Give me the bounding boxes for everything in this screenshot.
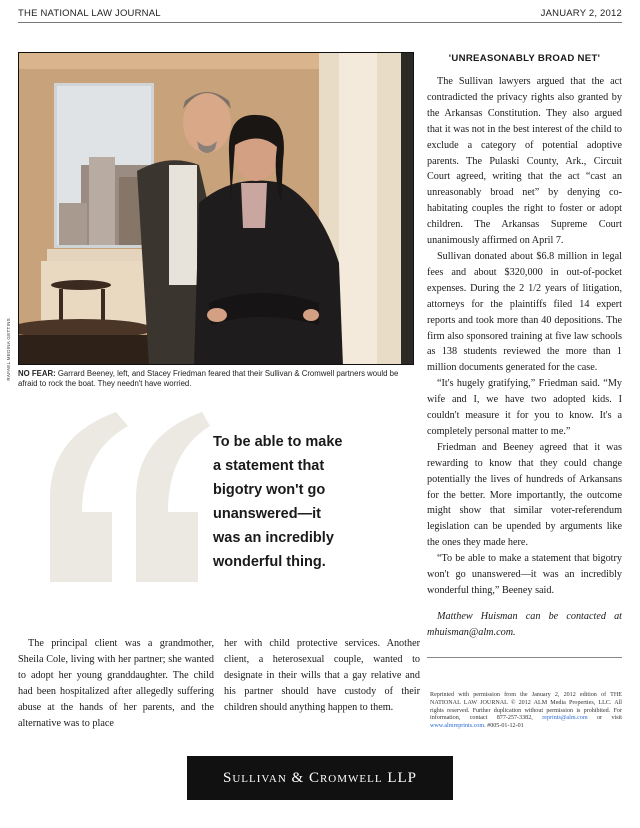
reprint-code: . #005-01-12-01 xyxy=(484,723,524,730)
article-photo xyxy=(18,52,414,365)
article-paragraph: The principal client was a grandmother, Sheila Cole, living with her partner; she wanted to adopt her young granddaughter. The child had been hospitalized after allegedly suffering abuse at the hands of her parents, and the alternative was to place xyxy=(18,638,214,729)
pull-quote-line: wonderful thing. xyxy=(213,554,326,570)
pull-quote-line: bigotry won't go xyxy=(213,482,326,498)
pull-quote-line: was an incredibly xyxy=(213,530,334,546)
pull-quote-line: a statement that xyxy=(213,458,325,474)
publication-name: THE NATIONAL LAW JOURNAL xyxy=(18,8,161,19)
pull-quote xyxy=(213,430,373,574)
article-paragraph: Friedman and Beeney agreed that it was rewarding to know that they could change potentially the lives of hundreds of Arkansans for the better. More importantly, the outcome might show that similar voter-referendum legislation can be upended by arguments like the ones they made here. xyxy=(427,441,622,549)
article-paragraph: The Sullivan lawyers argued that the act contradicted the privacy rights also granted by the Arkansas Constitution. They also argued that it was not in the best interest of the child to exclude a category of potential adoptive parents. The Pulaski County, Ark., Circuit Court agreed, writing that the act “cast an unreasonably broad net” by denying co-habitating couples the right to foster or adopt children. The Arkansas Supreme Court unanimously affirmed on April 7. xyxy=(427,76,622,247)
article-paragraph: Sullivan donated about $6.8 million in legal fees and about $320,000 in out-of-pocket expenses. During the 2 1/2 years of litigation, attorneys for the plaintiffs filed 14 expert reports and took more than 40 depositions. The firm also sponsored training at five law schools as 138 students reviewed the more than 1 million documents generated for the case. xyxy=(427,250,622,374)
photo-caption xyxy=(18,369,414,389)
article-paragraph: “It's hugely gratifying,” Friedman said. “My wife and I, we have two adopted kids. I couldn't measure it for you to know. It's a completely personal matter to me.” xyxy=(427,378,622,437)
photo-illustration xyxy=(19,53,414,365)
caption-text: Garrard Beeney, left, and Stacey Friedman feared that their Sullivan & Cromwell partners would be afraid to rock the boat. They needn't have worried. xyxy=(18,369,399,388)
author-contact: Matthew Huisman can be contacted at mhuisman@alm.com. xyxy=(427,610,622,638)
reprint-mid: or visit xyxy=(587,715,623,722)
pull-quote-line: unanswered—it xyxy=(213,506,321,522)
reprint-text: Reprinted with permission from the January 2, 2012 edition of THE NATIONAL LAW JOURNAL © 2012 ALM Media Properties, LLC. All rights reserved. Further duplication without permission is prohibited. For information, contact 877-257-3382, xyxy=(430,692,622,722)
article-paragraph: “To be able to make a statement that bigotry won't go unanswered—it was an incredibly wonderful thing,” Beeney said. xyxy=(427,553,622,596)
reprint-site-link[interactable]: www.almreprints.com xyxy=(430,723,485,730)
header-rule xyxy=(18,22,622,23)
body-column-2 xyxy=(224,636,420,716)
quote-mark-icon xyxy=(40,412,210,582)
photo-credit: RAFAEL MEDINA GETTINS xyxy=(6,318,11,381)
caption-label: NO FEAR: xyxy=(18,369,56,378)
reprint-notice xyxy=(430,692,622,731)
section-subhead: 'UNREASONABLY BROAD NET' xyxy=(448,53,601,64)
article-paragraph: her with child protective services. Another client, a heterosexual couple, wanted to designate in their wills that a gay relative and his partner should have custody of their children should anything happen to them. xyxy=(224,638,420,713)
body-column-1 xyxy=(18,636,214,731)
right-column xyxy=(427,51,622,641)
firm-logo xyxy=(187,756,453,800)
issue-date: JANUARY 2, 2012 xyxy=(540,8,622,19)
firm-logo-text: Sullivan & Cromwell LLP xyxy=(223,769,417,786)
pull-quote-line: To be able to make xyxy=(213,434,343,450)
reprint-email-link[interactable]: reprints@alm.com xyxy=(542,715,588,722)
reprint-rule xyxy=(427,657,622,658)
